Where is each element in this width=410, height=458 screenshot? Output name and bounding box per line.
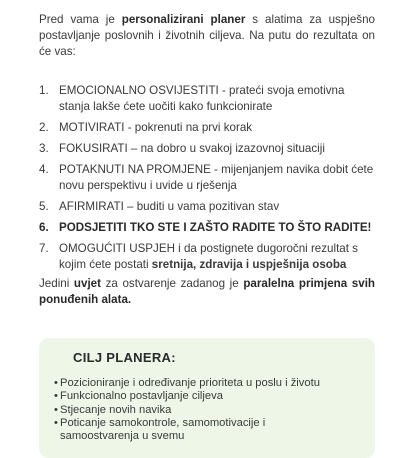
box-item-text: Pozicioniranje i određivanje prioriteta u poslu i životu [60,377,320,389]
list-item [39,162,375,194]
list-item-number: 4. [39,163,49,176]
list-item-number: 2. [39,121,49,134]
list-item-text: AFIRMIRATI – buditi u vama pozitivan stav [59,200,280,213]
list-item [39,83,375,115]
list-item-7-bold: sretnija, zdravija i uspješnija osoba [151,258,347,271]
closing-bold-1: uvjet [73,277,101,290]
planner-goal-box [39,338,375,458]
list-item-text: MOTIVIRATI - pokrenuti na prvi korak [59,121,253,134]
box-list-item [54,377,364,390]
intro-text-2: s alatima za uspješno postavljanje poslovnih i životnih ciljeva. Na putu do rezultata on će vas: [39,13,375,58]
list-item-text: PODSJETITI TKO STE I ZAŠTO RADITE TO ŠTO RADITE! [59,221,372,234]
box-list-item [54,390,364,403]
bullet-icon: • [54,416,58,429]
list-item [39,120,375,136]
box-item-text: Stjecanje novih navika [60,403,172,416]
box-item-text: Funkcionalno postavljanje ciljeva [60,390,223,403]
list-item-number: 5. [39,200,49,213]
bullet-icon: • [54,390,58,403]
list-item-text [59,241,375,273]
list-item-text: FOKUSIRATI – na dobro u svakoj izazovnoj situaciji [59,142,325,155]
list-item-text: POTAKNUTI NA PROMJENE - mijenjanjem navika dobit ćete novu perspektivu i uvide u rješenja [59,163,374,192]
list-item-number: 7. [39,242,49,255]
list-item-number: 6. [39,221,49,234]
box-list-item [54,417,364,430]
intro-bold: personalizirani planer [121,13,246,26]
closing-bold-2: paralelna primjena svih ponuđenih alata. [39,277,375,306]
list-item-text: EMOCIONALNO OSVIJESTITI - prateći svoja emotivna stanja lakše ćete uočiti kako funkcionirate [59,84,345,113]
intro-text-1: Pred vama je [39,13,122,26]
list-item-number: 3. [39,142,49,155]
list-item [39,141,375,157]
box-item-text: samoostvarenja u svemu [60,430,185,443]
box-title: CILJ PLANERA: [73,350,176,365]
list-item [39,220,375,236]
bullet-icon: • [54,377,58,389]
bullet-icon: • [54,403,58,416]
closing-text-2: za ostvarenje zadanog je [100,277,244,290]
box-list-item [54,404,364,417]
list-item [39,199,375,215]
box-list [54,377,364,443]
closing-paragraph [39,276,375,308]
list-item-number: 1. [39,84,49,97]
list-item [39,241,375,273]
box-list-item [54,430,364,443]
list-item-7-text: OMOGUĆITI USPJEH i da postignete dugoročni rezultat s kojim ćete postati [59,242,358,271]
closing-text-1: Jedini [39,277,74,290]
intro-paragraph [39,12,375,60]
goals-list [39,83,375,273]
box-item-text: Poticanje samokontrole, samomotivacije i [60,416,266,429]
